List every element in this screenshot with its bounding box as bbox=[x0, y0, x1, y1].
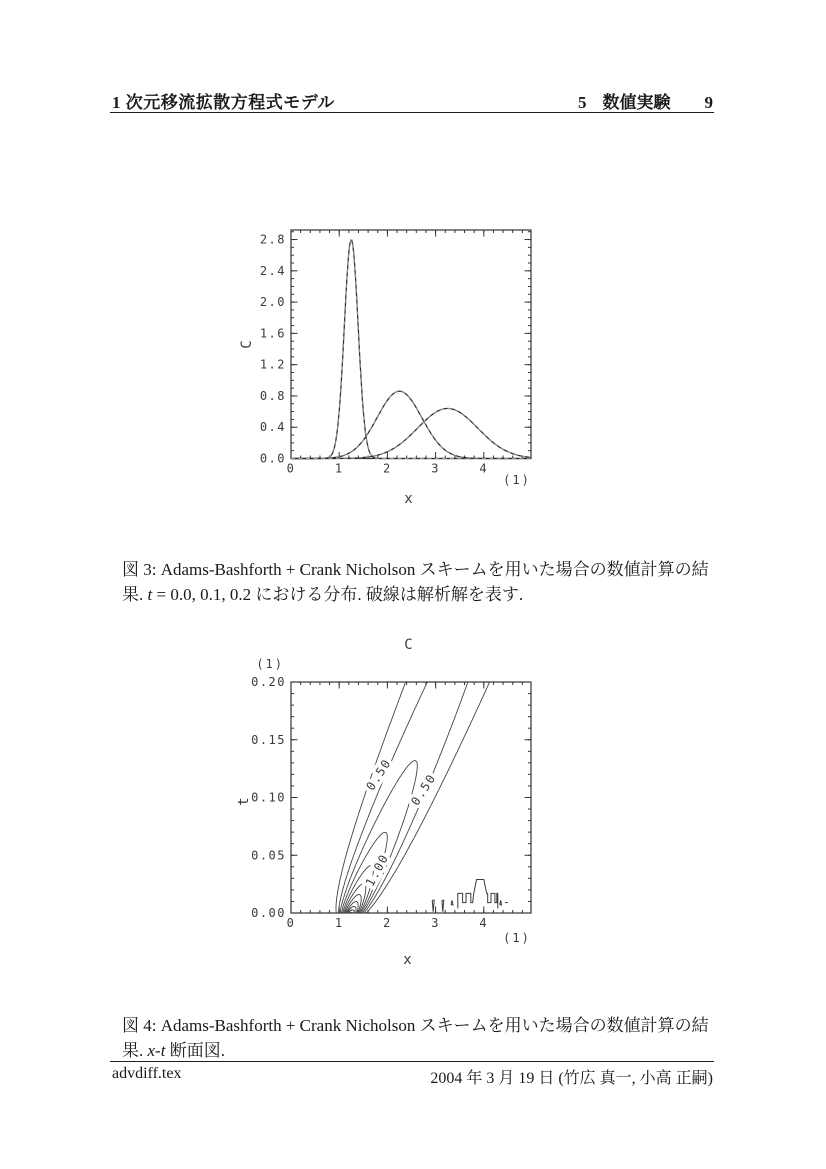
page-number: 9 bbox=[704, 93, 713, 112]
figure3-xtick-label: 0 bbox=[286, 461, 296, 476]
fig4-contour-2.75 bbox=[350, 912, 353, 913]
fig4-contour-label-1: 0.50 bbox=[408, 771, 439, 808]
fig3-curve-t=0.0 bbox=[291, 240, 530, 458]
fig3-curve-t=0.1 bbox=[291, 391, 530, 458]
fig3-analytic-dashed-t=0.0 bbox=[291, 240, 530, 458]
footer-date-authors: 2004 年 3 月 19 日 (竹広 真一, 小高 正嗣) bbox=[430, 1070, 713, 1087]
fig4-x-unit: (1) bbox=[503, 931, 531, 945]
figure3-caption: 図 3: Adams-Bashforth + Crank Nicholson スキームを用いた場合の数値計算の結 果. t = 0.0, 0.1, 0.2 における分布. 破線は解析解を表す. bbox=[122, 560, 709, 604]
figure4-xtick-label: 3 bbox=[431, 916, 440, 930]
fig4-ylabel: t bbox=[236, 796, 252, 806]
fig3-analytic-dashed-t=0.2 bbox=[291, 409, 530, 459]
figure3-xtick-label: 1 bbox=[334, 461, 344, 476]
fig4-noise-feature-4 bbox=[500, 900, 502, 905]
figure4-ytick-label: 0.20 bbox=[251, 675, 286, 689]
fig4-contour-0.25-right bbox=[366, 682, 489, 913]
fig3-ylabel: C bbox=[239, 339, 255, 349]
header-section-number: 5 bbox=[578, 93, 587, 112]
figure3-ytick-label: 1.2 bbox=[259, 357, 286, 372]
figure4-ytick-label: 0.05 bbox=[251, 848, 286, 863]
figure3-ytick-label: 0.4 bbox=[259, 420, 286, 435]
fig4-y-unit: (1) bbox=[256, 657, 284, 671]
figure4-xtick-label: 1 bbox=[334, 916, 344, 930]
footer-filename: advdiff.tex bbox=[112, 1065, 182, 1082]
figure3-xtick-label: 3 bbox=[431, 461, 440, 476]
fig4-noise-feature-3 bbox=[458, 880, 498, 909]
figure4-ytick-label: 0.10 bbox=[251, 790, 286, 805]
figure3-xtick-label: 4 bbox=[479, 461, 489, 476]
fig3-x-unit: (1) bbox=[503, 473, 531, 487]
figure3-frame bbox=[291, 230, 531, 459]
fig4-contour-label-0: 0.50 bbox=[363, 756, 395, 793]
fig4-noise-feature-2 bbox=[451, 900, 453, 905]
figure3-chart bbox=[239, 230, 531, 507]
fig4-xlabel: x bbox=[403, 952, 413, 968]
figure3-ytick-label: 2.0 bbox=[259, 295, 286, 310]
figure3-ytick-label: 2.8 bbox=[259, 232, 286, 247]
figure4-caption: 図 4: Adams-Bashforth + Crank Nicholson スキームを用いた場合の数値計算の結 果. x-t 断面図. bbox=[122, 1016, 709, 1060]
header-section-title: 数値実験 bbox=[602, 93, 671, 112]
figure4-ytick-label: 0.15 bbox=[251, 732, 286, 747]
figure3-xtick-label: 2 bbox=[383, 461, 392, 476]
figure4-ytick-label: 0.00 bbox=[251, 906, 286, 920]
figure3-ytick-label: 1.6 bbox=[259, 326, 286, 341]
figure4-xtick-label: 4 bbox=[479, 916, 489, 930]
header-chapter-title: 1 次元移流拡散方程式モデル bbox=[112, 93, 335, 112]
figure4-chart bbox=[236, 637, 531, 968]
fig3-analytic-dashed-t=0.1 bbox=[291, 391, 530, 458]
fig3-curve-t=0.2 bbox=[291, 409, 530, 459]
fig4-noise-feature-0 bbox=[432, 900, 434, 912]
figure4-xtick-label: 2 bbox=[383, 916, 392, 930]
fig4-contour-label-2: 1.00 bbox=[362, 851, 392, 889]
fig3-xlabel: x bbox=[404, 491, 414, 507]
figure4-xtick-label: 0 bbox=[286, 916, 296, 930]
figure3-ytick-label: 0.0 bbox=[259, 451, 286, 466]
figure3-ytick-label: 2.4 bbox=[259, 263, 286, 278]
fig4-title: C bbox=[404, 637, 414, 653]
fig4-noise-feature-1 bbox=[442, 900, 444, 912]
footer-rule bbox=[110, 1061, 714, 1062]
figure3-ytick-label: 0.8 bbox=[259, 388, 286, 403]
